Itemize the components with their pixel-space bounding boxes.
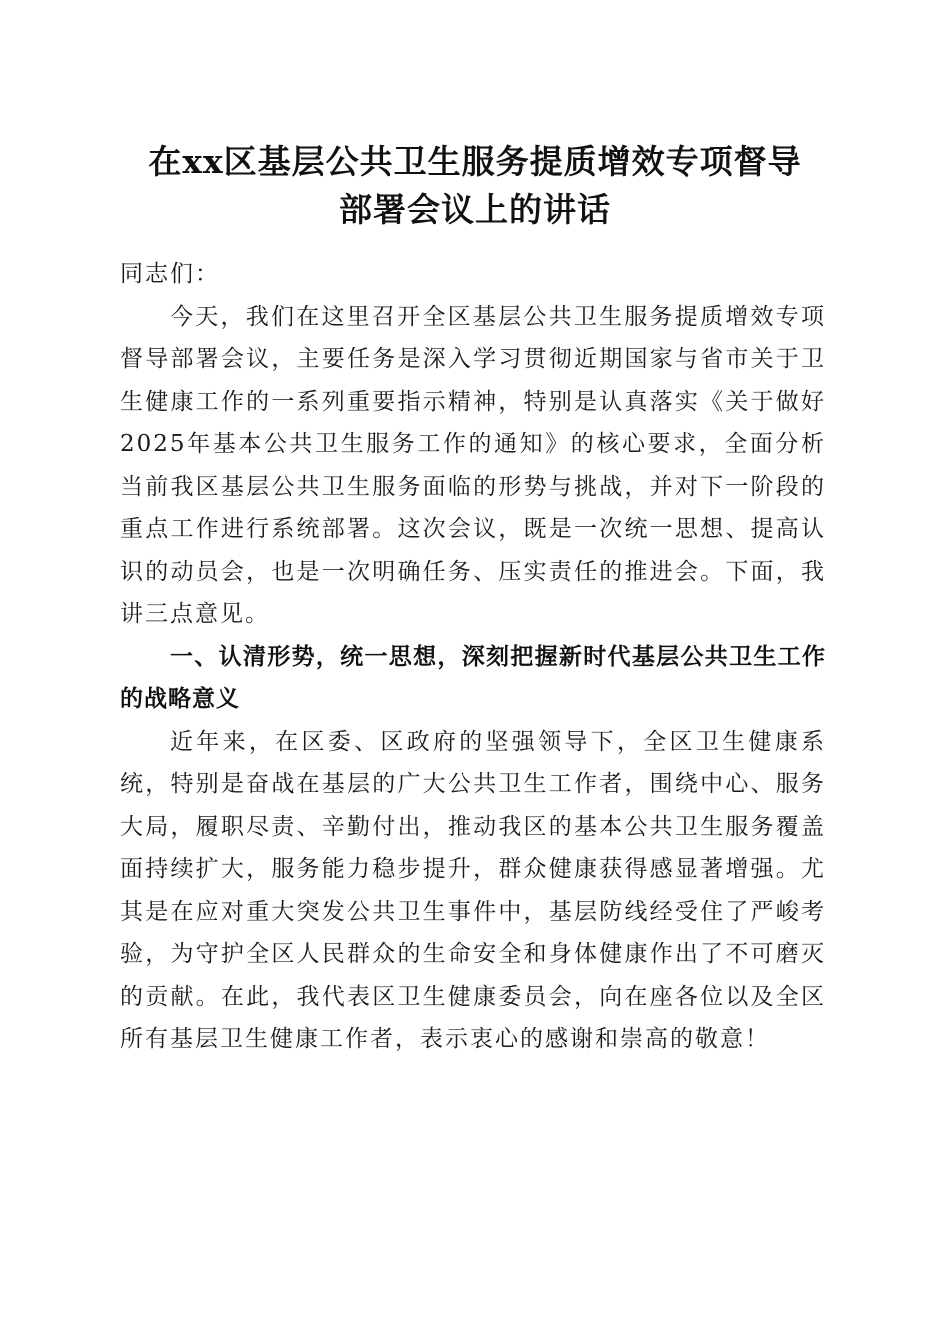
- paragraph-intro: 今天，我们在这里召开全区基层公共卫生服务提质增效专项督导部署会议，主要任务是深入学习贯彻近期国家与省市关于卫生健康工作的一系列重要指示精神，特别是认真落实《关于做好2025年基本公共卫生服务工作的通知》的核心要求，全面分析当前我区基层公共卫生服务面临的形势与挑战，并对下一阶段的重点工作进行系统部署。这次会议，既是一次统一思想、提高认识的动员会，也是一次明确任务、压实责任的推进会。下面，我讲三点意见。: [120, 303, 826, 627]
- section-heading-1: 一、认清形势，统一思想，深刻把握新时代基层公共卫生工作的战略意义: [120, 643, 826, 712]
- title-line-2: 部署会议上的讲话: [339, 190, 611, 229]
- document-title: [110, 138, 840, 234]
- title-line-1: 在xx区基层公共卫生服务提质增效专项督导: [148, 142, 802, 181]
- document-body: [120, 253, 826, 1061]
- salutation: 同志们：: [120, 261, 220, 287]
- paragraph-section-1: 近年来，在区委、区政府的坚强领导下，全区卫生健康系统，特别是奋战在基层的广大公共卫生工作者，围绕中心、服务大局，履职尽责、辛勤付出，推动我区的基本公共卫生服务覆盖面持续扩大，服务能力稳步提升，群众健康获得感显著增强。尤其是在应对重大突发公共卫生事件中，基层防线经受住了严峻考验，为守护全区人民群众的生命安全和身体健康作出了不可磨灭的贡献。在此，我代表区卫生健康委员会，向在座各位以及全区所有基层卫生健康工作者，表示衷心的感谢和崇高的敬意！: [120, 728, 826, 1052]
